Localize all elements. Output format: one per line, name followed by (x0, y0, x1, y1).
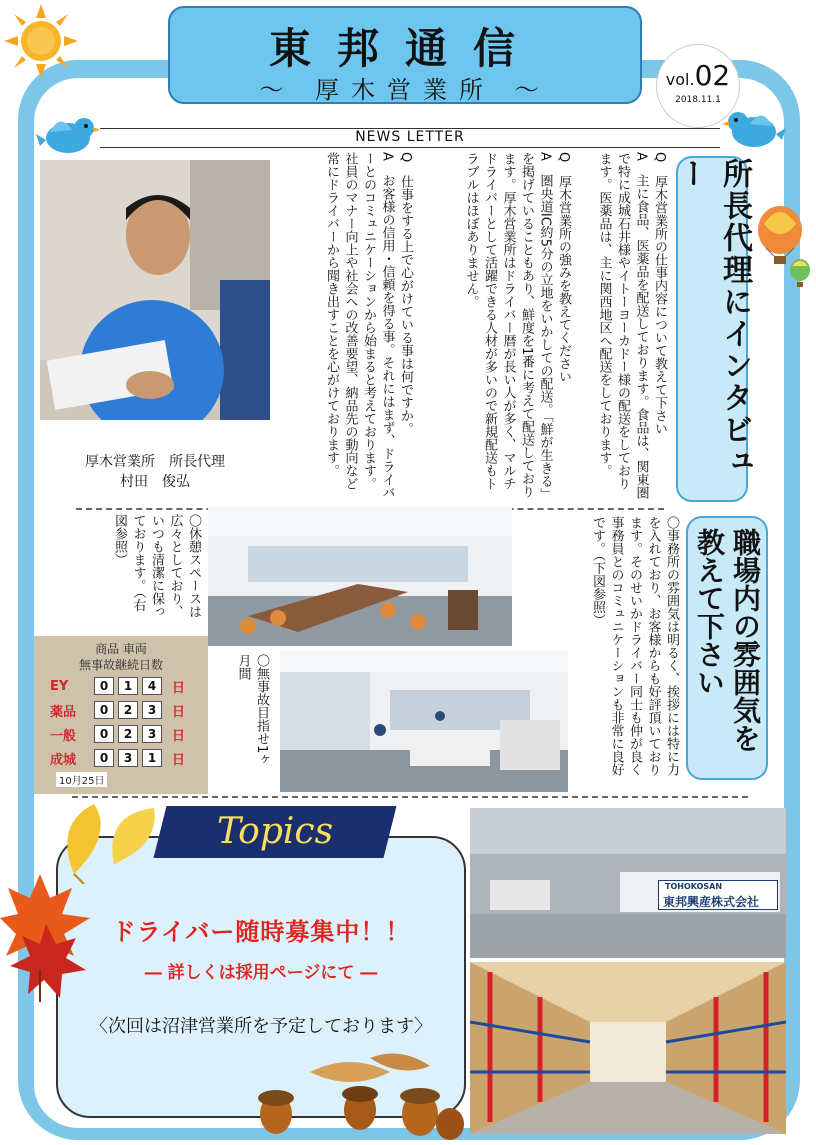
ginkgo-leaf-icon (54, 794, 164, 884)
volume-prefix: vol. (665, 70, 695, 89)
answer-2: A 圏央道IC約5分の立地をいかしての配送。「鮮が生きる」を掲げていることもあり、鮮度を1番に考えて配送しております。厚木営業所はドライバー暦が長い人が多く、マルチドライバーとして活躍できる人材が多いので新規配送もトラブルはほぼありません。 (463, 152, 553, 501)
board-digit: 2 (118, 701, 138, 719)
atmosphere-heading (686, 516, 768, 780)
issue-date: 2018.11.1 (675, 95, 721, 105)
manager-photo (40, 160, 270, 420)
office-photo (280, 650, 568, 792)
question-3: Q 仕事をする上で心がけている事は何ですか。 (398, 152, 413, 436)
topics-title: Topics (216, 811, 334, 852)
board-digit: 3 (118, 749, 138, 767)
atmosphere-heading-text: 職場内の雰囲気を教えて下さい (693, 528, 762, 752)
interview-heading (673, 156, 752, 502)
board-row (50, 698, 200, 722)
board-row (50, 674, 200, 698)
bird-icon (722, 104, 786, 152)
interview-heading-text: 所長代理にインタビュー (673, 158, 752, 478)
interview-answer-2 (420, 152, 572, 502)
board-digit: 1 (118, 677, 138, 695)
hot-air-balloon-icon (754, 204, 810, 292)
board-row-unit: 日 (172, 752, 186, 768)
company-sign (658, 880, 778, 910)
board-row-name: 薬品 (50, 704, 77, 720)
volume-number: 02 (694, 59, 731, 92)
company-sign-name: 東邦興産株式会社 (663, 895, 760, 909)
break-room-photo (208, 506, 512, 646)
manager-caption (40, 452, 270, 492)
board-digit: 0 (94, 677, 114, 695)
board-digit: 2 (118, 725, 138, 743)
next-issue-notice: 〈次回は沼津営業所を予定しております〉 (90, 1016, 432, 1037)
safety-record-board (34, 636, 208, 794)
board-digit: 3 (142, 725, 162, 743)
board-digit: 0 (94, 701, 114, 719)
board-digit: 0 (94, 725, 114, 743)
atmosphere-text: 〇事務所の雰囲気は明るく、挨拶には特に力を入れており、お客様からも好評頂いております。そのせいかドライバー同士も仲が良く事務員とのコミュニケーションも非常に良好です。（下図参照） (590, 516, 679, 776)
newsletter-title: 東邦通信 (268, 24, 541, 73)
warehouse-photo (470, 962, 786, 1134)
board-row-unit: 日 (172, 728, 186, 744)
answer-1: A 主に食品、医薬品を配送しております。食品は、関東圏で特に成城石井様やイトーヨーカドー様の配送をしております。医薬品は、主に関西地区へ配送をしております。 (596, 152, 649, 499)
maple-leaf-icon (0, 874, 96, 1004)
board-row-unit: 日 (172, 704, 186, 720)
acorn-icon (250, 1052, 480, 1142)
newsletter-subtitle: ～ 厚木営業所 ～ (259, 76, 551, 104)
newsletter-label: NEWS LETTER (100, 128, 720, 148)
bird-icon (36, 110, 100, 158)
company-sign-romaji: TOHOKOSAN (665, 882, 723, 891)
headquarters-building-photo (470, 808, 786, 958)
section-divider (72, 796, 748, 798)
driver-recruitment-notice[interactable]: ドライバー随時募集中！！ (111, 918, 411, 946)
board-rows (50, 674, 200, 770)
answer-3: A お客様の信用・信頼を得る事。それにはまず、ドライバーとのコミュニケーションから始まると考えております。社員のマナー向上や社会への改善要望、納品先の動向など常にドライバーから聞き出すことを心がけております。 (324, 152, 395, 499)
board-row-name: 成城 (50, 752, 77, 768)
interview-answer-3 (280, 152, 414, 502)
board-digit: 1 (142, 749, 162, 767)
interview-answer-1 (578, 152, 668, 502)
board-row (50, 746, 200, 770)
question-2: Q 厚木営業所の強みを教えてください (556, 152, 571, 384)
board-date: 10月25日 (56, 772, 107, 787)
caption-name: 村田 俊弘 (120, 474, 190, 490)
safety-goal-text: 〇無事故目指せ1ヶ月間 (235, 654, 269, 767)
recruitment-page-link[interactable]: ― 詳しくは採用ページにて ― (144, 963, 378, 983)
board-row-name: EY (50, 678, 69, 694)
caption-title: 厚木営業所 所長代理 (85, 454, 225, 470)
board-digit: 0 (94, 749, 114, 767)
board-title: 商品 車両 (95, 642, 147, 656)
masthead (168, 6, 642, 104)
board-subtitle: 無事故継続日数 (78, 658, 163, 672)
board-digit: 3 (142, 701, 162, 719)
rest-space-text: 〇休憩スペースは広々としており、いつも清潔に保っております。（右図参照） (112, 514, 201, 618)
board-row (50, 722, 200, 746)
board-row-name: 一般 (50, 728, 77, 744)
sun-icon (4, 4, 78, 78)
board-digit: 4 (142, 677, 162, 695)
board-row-unit: 日 (172, 680, 186, 696)
question-1: Q 厚木営業所の仕事内容について教えて下さい (652, 152, 667, 436)
